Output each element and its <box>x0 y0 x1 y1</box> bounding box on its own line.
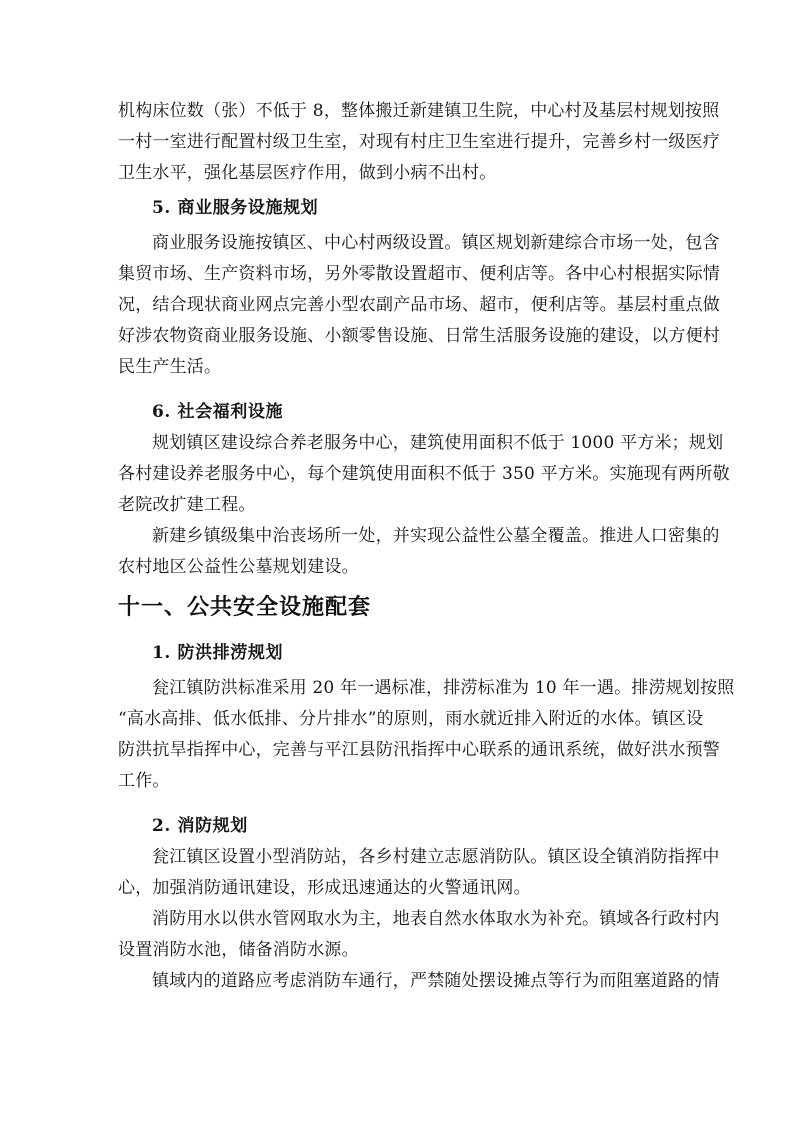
text-line: 工作。 <box>118 771 170 791</box>
page-content <box>118 96 735 997</box>
text-line: 规划镇区建设综合养老服务中心，建筑使用面积不低于 1000 平方米；规划 <box>152 433 724 453</box>
text-line: 瓮江镇防洪标准采用 20 年一遇标准，排涝标准为 10 年一遇。排涝规划按照 <box>152 678 735 698</box>
text-line: 机构床位数（张）不低于 8，整体搬迁新建镇卫生院，中心村及基层村规划按照 <box>118 101 720 121</box>
text-line: 集贸市场、生产资料市场，另外零散设置超市、便利店等。各中心村根据实际情 <box>118 264 720 284</box>
text-line: 商业服务设施按镇区、中心村两级设置。镇区规划新建综合市场一处，包含 <box>152 233 720 253</box>
text-line: 好涉农物资商业服务设施、小额零售设施、日常生活服务设施的建设，以方便村 <box>118 326 720 346</box>
text-line: 老院改扩建工程。 <box>118 495 256 515</box>
text-line: 农村地区公益性公墓规划建设。 <box>118 557 359 577</box>
text-line: 一村一室进行配置村级卫生室，对现有村庄卫生室进行提升，完善乡村一级医疗 <box>118 132 720 152</box>
section-6-heading: 6. 社会福利设施 <box>152 402 284 422</box>
text-line: 心，加强消防通讯建设，形成迅速通达的火警通讯网。 <box>118 878 531 898</box>
text-line: 卫生水平，强化基层医疗作用，做到小病不出村。 <box>118 163 497 183</box>
text-line: 设置消防水池，储备消防水源。 <box>118 940 359 960</box>
chapter-11-heading: 十一、公共安全设施配套 <box>118 594 372 620</box>
text-line: 消防用水以供水管网取水为主，地表自然水体取水为补充。镇域各行政村内 <box>152 909 720 929</box>
text-line: 民生产生活。 <box>118 357 222 377</box>
section-flood-heading: 1. 防洪排涝规划 <box>152 643 284 663</box>
text-line: 新建乡镇级集中治丧场所一处，并实现公益性公墓全覆盖。推进人口密集的 <box>152 526 720 546</box>
text-line: 瓮江镇区设置小型消防站，各乡村建立志愿消防队。镇区设全镇消防指挥中 <box>152 847 720 867</box>
text-line: 防洪抗旱指挥中心，完善与平江县防汛指挥中心联系的通讯系统，做好洪水预警 <box>118 740 720 760</box>
text-line: 各村建设养老服务中心，每个建筑使用面积不低于 350 平方米。实施现有两所敬 <box>118 464 730 484</box>
text-line: 镇域内的道路应考虑消防车通行，严禁随处摆设摊点等行为而阻塞道路的情 <box>152 971 720 991</box>
section-fire-heading: 2. 消防规划 <box>152 816 248 836</box>
section-5-heading: 5. 商业服务设施规划 <box>152 198 319 218</box>
text-line: 况，结合现状商业网点完善小型农副产品市场、超市，便利店等。基层村重点做 <box>118 295 720 315</box>
text-line: “高水高排、低水低排、分片排水”的原则，雨水就近排入附近的水体。镇区设 <box>118 709 704 729</box>
